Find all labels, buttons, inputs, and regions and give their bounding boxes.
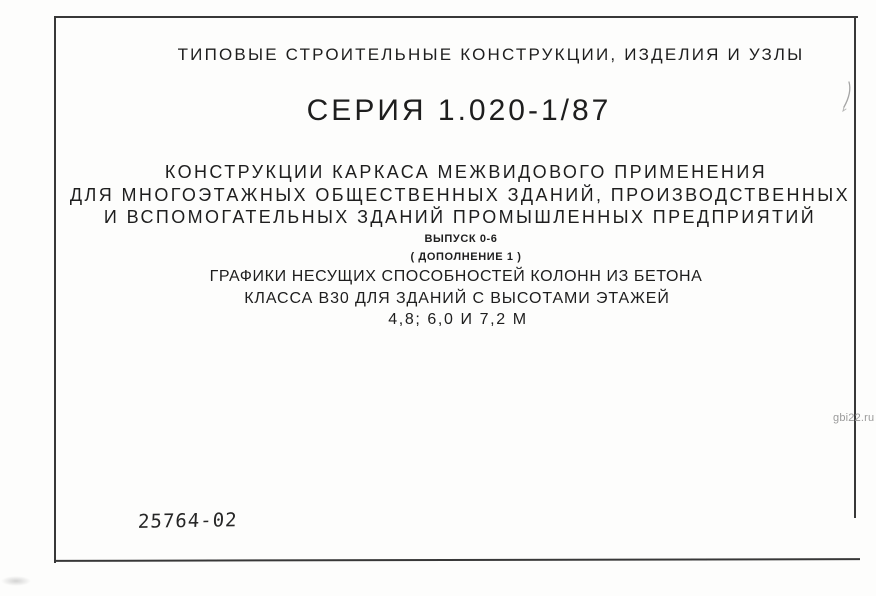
- main-title-line-2: ДЛЯ МНОГОЭТАЖНЫХ ОБЩЕСТВЕННЫХ ЗДАНИЙ, ПРОИЗВОДСТВЕННЫХ: [69, 185, 851, 205]
- frame-border-bottom: [54, 558, 860, 562]
- document-category-header: ТИПОВЫЕ СТРОИТЕЛЬНЫЕ КОНСТРУКЦИИ, ИЗДЕЛИЯ И УЗЛЫ: [177, 45, 805, 64]
- subtitle-line-1: ГРАФИКИ НЕСУЩИХ СПОСОБНОСТЕЙ КОЛОНН ИЗ БЕТОНА: [209, 268, 703, 285]
- scan-smudge: [1, 576, 31, 586]
- series-title: СЕРИЯ 1.020-1/87: [306, 94, 612, 127]
- frame-border-top: [54, 16, 858, 18]
- issue-number: ВЫПУСК 0-6: [424, 233, 498, 245]
- subtitle-line-2: КЛАССА В30 ДЛЯ ЗДАНИЙ С ВЫСОТАМИ ЭТАЖЕЙ: [244, 290, 670, 307]
- site-watermark: gbi22.ru: [833, 412, 875, 424]
- pencil-mark-icon: [836, 80, 856, 123]
- main-title-line-1: КОНСТРУКЦИИ КАРКАСА МЕЖВИДОВОГО ПРИМЕНЕНИЯ: [164, 162, 768, 182]
- main-title-line-3: И ВСПОМОГАТЕЛЬНЫХ ЗДАНИЙ ПРОМЫШЛЕННЫХ ПРЕДПРИЯТИЙ: [103, 207, 817, 227]
- subtitle-line-3: 4,8; 6,0 И 7,2 М: [388, 311, 528, 328]
- supplement-note: ( ДОПОЛНЕНИЕ 1 ): [410, 251, 522, 263]
- handwritten-inventory-number: 25764-02: [137, 509, 239, 533]
